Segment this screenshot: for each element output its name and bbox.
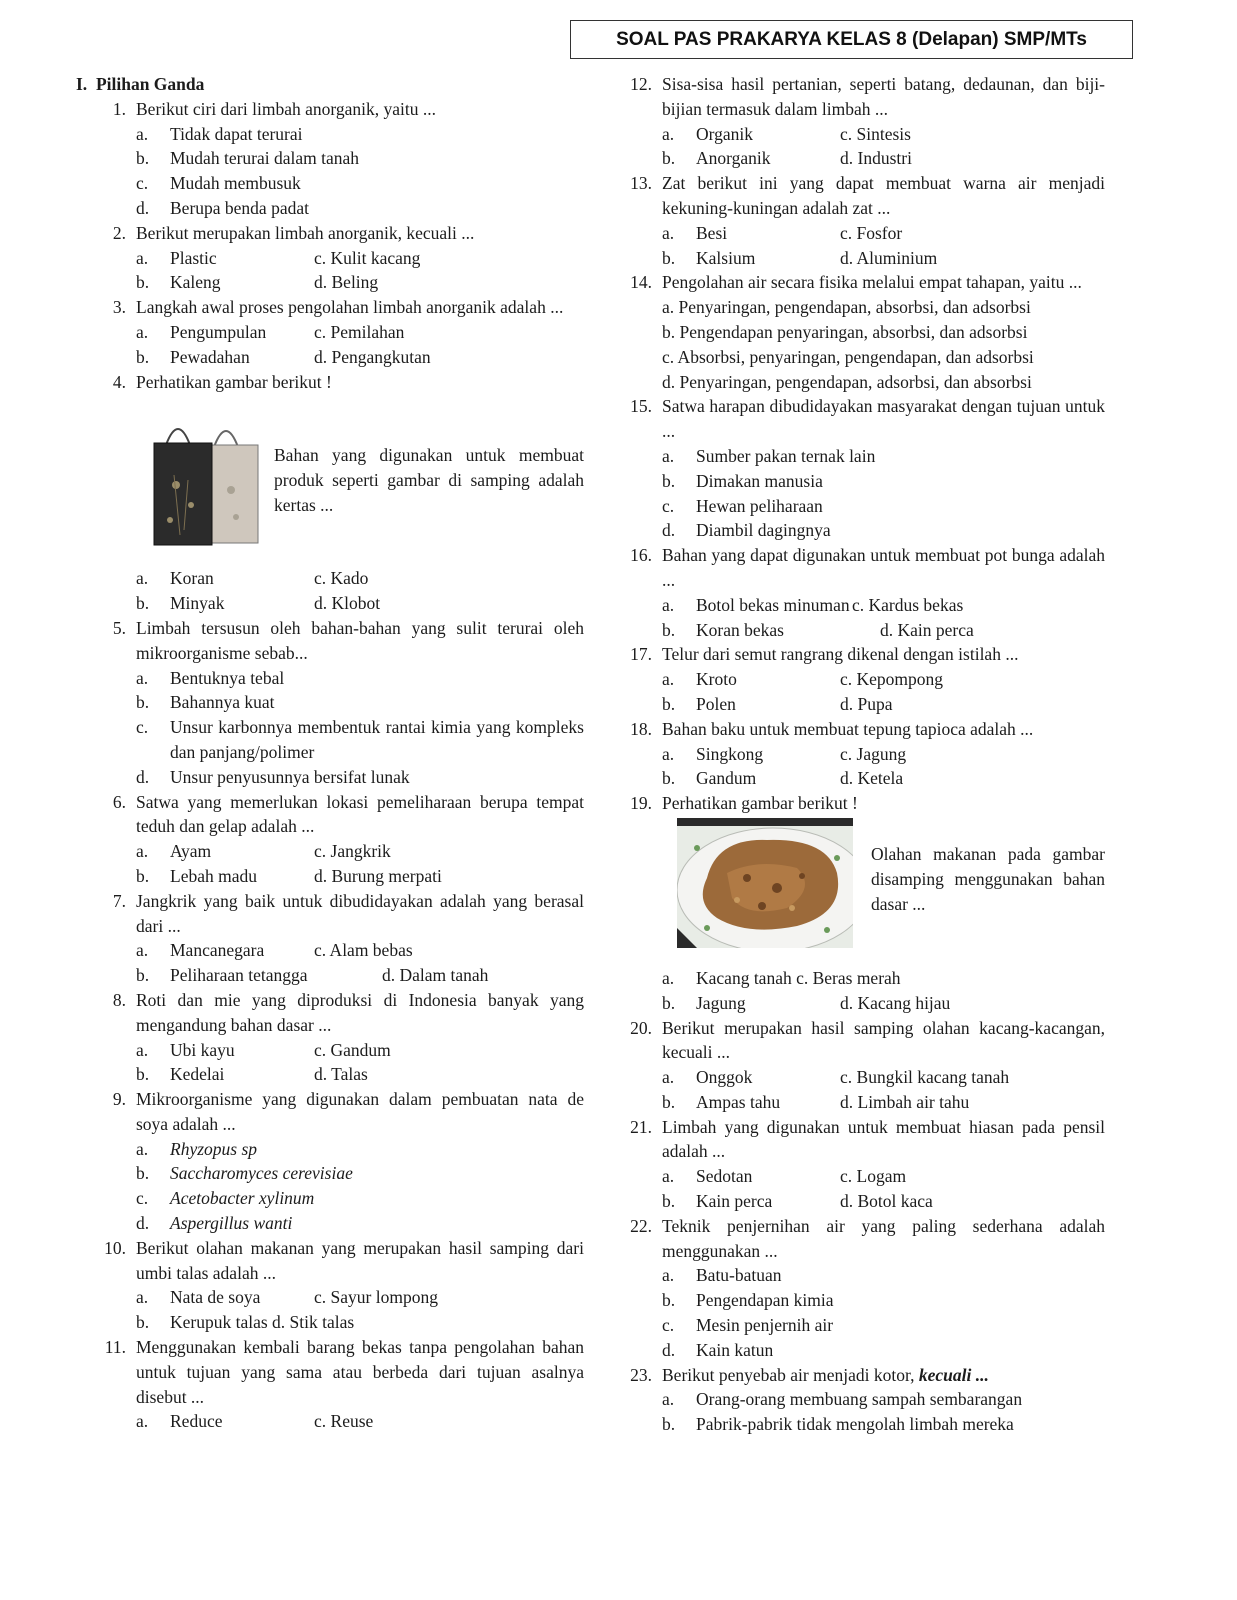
question-1: 1. Berikut ciri dari limbah anorganik, yaitu ...: [76, 97, 584, 122]
figure-caption: Olahan makanan pada gambar disamping menggunakan bahan dasar ...: [871, 843, 1105, 914]
question-text: Perhatikan gambar berikut !: [136, 371, 332, 392]
option-row: a. Koran c. Kado: [136, 568, 369, 589]
left-column: [76, 72, 584, 1434]
question-text: Telur dari semut rangrang dikenal dengan istilah ...: [662, 644, 1019, 665]
question-23: 23. Berikut penyebab air menjadi kotor, kecuali ...: [617, 1363, 1105, 1388]
question-13: 13. Zat berikut ini yang dapat membuat warna air menjadi kekuning-kuningan adalah zat ...: [617, 171, 1105, 221]
option-row: a. Plastic c. Kulit kacang: [136, 247, 421, 268]
question-text: Pengolahan air secara fisika melalui empat tahapan, yaitu ...: [662, 272, 1082, 293]
option-row: b. Kaleng d. Beling: [136, 272, 379, 293]
option: a. Kacang tanah c. Beras merah: [662, 967, 901, 988]
option-row: a. Sedotan c. Logam: [662, 1166, 907, 1187]
question-16: 16. Bahan yang dapat digunakan untuk membuat pot bunga adalah ...: [617, 543, 1105, 593]
question-text: Berikut ciri dari limbah anorganik, yaitu ...: [136, 98, 437, 119]
option: c. Unsur karbonnya membentuk rantai kimia yang kompleks dan panjang/polimer: [136, 717, 584, 762]
question-text: Berikut merupakan hasil samping olahan kacang-kacangan, kecuali ...: [662, 1017, 1105, 1063]
question-4-figure: [76, 394, 584, 566]
figure-caption: Bahan yang digunakan untuk membuat produk seperti gambar di samping adalah kertas ...: [274, 445, 584, 515]
kecuali-emphasis: kecuali ...: [918, 1364, 989, 1385]
question-12: 12. Sisa-sisa hasil pertanian, seperti batang, dedaunan, dan biji-bijian termasuk dalam limbah ...: [617, 72, 1105, 122]
option: a. Penyaringan, pengendapan, absorbsi, dan adsorbsi: [662, 297, 1031, 318]
option-row: a. Organik c. Sintesis: [662, 123, 911, 144]
question-text: Berikut merupakan limbah anorganik, kecuali ...: [136, 222, 475, 243]
option-row: a. Kroto c. Kepompong: [662, 669, 944, 690]
question-text: Limbah yang digunakan untuk membuat hiasan pada pensil adalah ...: [662, 1116, 1105, 1162]
question-8: 8. Roti dan mie yang diproduksi di Indonesia banyak yang mengandung bahan dasar ...: [76, 988, 584, 1038]
option: b. Bahannya kuat: [136, 692, 275, 713]
question-9: 9. Mikroorganisme yang digunakan dalam pembuatan nata de soya adalah ...: [76, 1087, 584, 1137]
question-18: 18. Bahan baku untuk membuat tepung tapioca adalah ...: [617, 717, 1105, 742]
section-title: [76, 72, 584, 97]
option: c. Acetobacter xylinum: [136, 1188, 315, 1209]
right-column: [617, 72, 1105, 1437]
option-row: a. Pengumpulan c. Pemilahan: [136, 321, 405, 342]
option-row: a. Reduce c. Reuse: [136, 1411, 374, 1432]
option-row: b. Anorganik d. Industri: [662, 148, 912, 169]
option-row: a. Besi c. Fosfor: [662, 222, 903, 243]
option-row: b. Lebah madu d. Burung merpati: [136, 865, 442, 886]
question-4: 4. Perhatikan gambar berikut !: [76, 370, 584, 395]
question-6: 6. Satwa yang memerlukan lokasi pemeliharaan berupa tempat teduh dan gelap adalah ...: [76, 790, 584, 840]
question-5: 5. Limbah tersusun oleh bahan-bahan yang sulit terurai oleh mikroorganisme sebab...: [76, 616, 584, 666]
option: a. Orang-orang membuang sampah sembarangan: [662, 1389, 1023, 1410]
question-11: 11. Menggunakan kembali barang bekas tanpa pengolahan bahan untuk tujuan yang sama atau berbeda dari tujuan asalnya disebut ...: [76, 1335, 584, 1409]
question-text: Perhatikan gambar berikut !: [662, 793, 858, 814]
question-7: 7. Jangkrik yang baik untuk dibudidayakan adalah yang berasal dari ...: [76, 889, 584, 939]
question-2: 2. Berikut merupakan limbah anorganik, kecuali ...: [76, 221, 584, 246]
question-19-figure: [617, 816, 1105, 966]
option-row: a. Mancanegara c. Alam bebas: [136, 940, 413, 961]
question-text: Roti dan mie yang diproduksi di Indonesia banyak yang mengandung bahan dasar ...: [136, 989, 584, 1035]
option-row: b. Peliharaan tetangga d. Dalam tanah: [136, 965, 489, 986]
question-text: Langkah awal proses pengolahan limbah anorganik adalah ...: [136, 297, 564, 318]
option-row: a. Ubi kayu c. Gandum: [136, 1039, 391, 1060]
option: c. Mesin penjernih air: [662, 1315, 834, 1336]
option-row: b. Polen d. Pupa: [662, 693, 893, 714]
option: d. Penyaringan, pengendapan, adsorbsi, dan absorbsi: [662, 371, 1032, 392]
question-text: Menggunakan kembali barang bekas tanpa pengolahan bahan untuk tujuan yang sama atau berbeda dari tujuan asalnya disebut ...: [136, 1337, 584, 1407]
question-text: Bahan baku untuk membuat tepung tapioca adalah ...: [662, 718, 1034, 739]
question-text: Berikut penyebab air menjadi kotor, kecuali ...: [662, 1364, 989, 1385]
option: b. Pengendapan penyaringan, absorbsi, dan adsorbsi: [662, 321, 1028, 342]
option: b. Saccharomyces cerevisiae: [136, 1163, 353, 1184]
question-22: 22. Teknik penjernihan air yang paling sederhana adalah menggunakan ...: [617, 1214, 1105, 1264]
question-text: Mikroorganisme yang digunakan dalam pembuatan nata de soya adalah ...: [136, 1089, 584, 1134]
question-14: 14. Pengolahan air secara fisika melalui empat tahapan, yaitu ...: [617, 270, 1105, 295]
question-text: Teknik penjernihan air yang paling sederhana adalah menggunakan ...: [662, 1215, 1105, 1261]
option-row: a. Ayam c. Jangkrik: [136, 841, 391, 862]
page-header: SOAL PAS PRAKARYA KELAS 8 (Delapan) SMP/MTs: [570, 20, 1133, 59]
option: d. Unsur penyusunnya bersifat lunak: [136, 766, 410, 787]
option: a. Batu-batuan: [662, 1265, 782, 1286]
option-row: b. Gandum d. Ketela: [662, 768, 904, 789]
food-dish-image: [677, 818, 853, 948]
option: d. Kain katun: [662, 1339, 774, 1360]
option: d. Diambil dagingnya: [662, 520, 831, 541]
option: d. Berupa benda padat: [136, 197, 309, 218]
option: c. Hewan peliharaan: [662, 495, 823, 516]
question-3: 3. Langkah awal proses pengolahan limbah anorganik adalah ...: [76, 295, 584, 320]
option-row: b. Ampas tahu d. Limbah air tahu: [662, 1091, 970, 1112]
option-row: b. Kalsium d. Aluminium: [662, 247, 938, 268]
option-row: a. Botol bekas minuman c. Kardus bekas: [662, 594, 964, 615]
option: a. Tidak dapat terurai: [136, 123, 303, 144]
question-text: Satwa yang memerlukan lokasi pemeliharaan berupa tempat teduh dan gelap adalah ...: [136, 791, 584, 837]
option: c. Absorbsi, penyaringan, pengendapan, dan adsorbsi: [662, 346, 1034, 367]
question-17: 17. Telur dari semut rangrang dikenal dengan istilah ...: [617, 642, 1105, 667]
option: a. Bentuknya tebal: [136, 667, 285, 688]
option: c. Mudah membusuk: [136, 173, 301, 194]
section-label: Pilihan Ganda: [95, 74, 205, 94]
question-text: Satwa harapan dibudidayakan masyarakat dengan tujuan untuk ...: [662, 396, 1105, 442]
option: b. Pengendapan kimia: [662, 1290, 834, 1311]
option: b. Dimakan manusia: [662, 470, 823, 491]
question-15: 15. Satwa harapan dibudidayakan masyarakat dengan tujuan untuk ...: [617, 394, 1105, 444]
option-row: b. Kedelai d. Talas: [136, 1064, 368, 1085]
option-row: a. Singkong c. Jagung: [662, 743, 907, 764]
paper-bag-image: [136, 405, 266, 555]
option-row: b. Jagung d. Kacang hijau: [662, 992, 951, 1013]
question-text: Limbah tersusun oleh bahan-bahan yang sulit terurai oleh mikroorganisme sebab...: [136, 617, 584, 663]
option-row: b. Kerupuk talas d. Stik talas: [136, 1312, 355, 1333]
section-number: I.: [76, 74, 88, 94]
option-row: a. Onggok c. Bungkil kacang tanah: [662, 1067, 1010, 1088]
option: a. Rhyzopus sp: [136, 1138, 258, 1159]
option: d. Aspergillus wanti: [136, 1213, 293, 1234]
question-10: 10. Berikut olahan makanan yang merupakan hasil samping dari umbi talas adalah ...: [76, 1236, 584, 1286]
option-row: b. Koran bekas d. Kain perca: [662, 619, 974, 640]
option-row: a. Nata de soya c. Sayur lompong: [136, 1287, 438, 1308]
option-row: b. Minyak d. Klobot: [136, 593, 381, 614]
option: b. Mudah terurai dalam tanah: [136, 148, 360, 169]
question-text: Berikut olahan makanan yang merupakan hasil samping dari umbi talas adalah ...: [136, 1237, 584, 1283]
question-text: Jangkrik yang baik untuk dibudidayakan adalah yang berasal dari ...: [136, 890, 584, 936]
question-19: 19. Perhatikan gambar berikut !: [617, 791, 1105, 816]
question-text: Bahan yang dapat digunakan untuk membuat pot bunga adalah ...: [662, 545, 1105, 590]
option: a. Sumber pakan ternak lain: [662, 445, 876, 466]
option-row: b. Pewadahan d. Pengangkutan: [136, 346, 431, 367]
question-20: 20. Berikut merupakan hasil samping olahan kacang-kacangan, kecuali ...: [617, 1016, 1105, 1066]
question-text: Zat berikut ini yang dapat membuat warna air menjadi kekuning-kuningan adalah zat ...: [662, 173, 1105, 218]
question-text: Sisa-sisa hasil pertanian, seperti batang, dedaunan, dan biji-bijian termasuk dalam limbah ...: [662, 74, 1105, 119]
question-21: 21. Limbah yang digunakan untuk membuat hiasan pada pensil adalah ...: [617, 1115, 1105, 1165]
option-row: b. Kain perca d. Botol kaca: [662, 1191, 933, 1212]
option: b. Pabrik-pabrik tidak mengolah limbah mereka: [662, 1414, 1014, 1435]
